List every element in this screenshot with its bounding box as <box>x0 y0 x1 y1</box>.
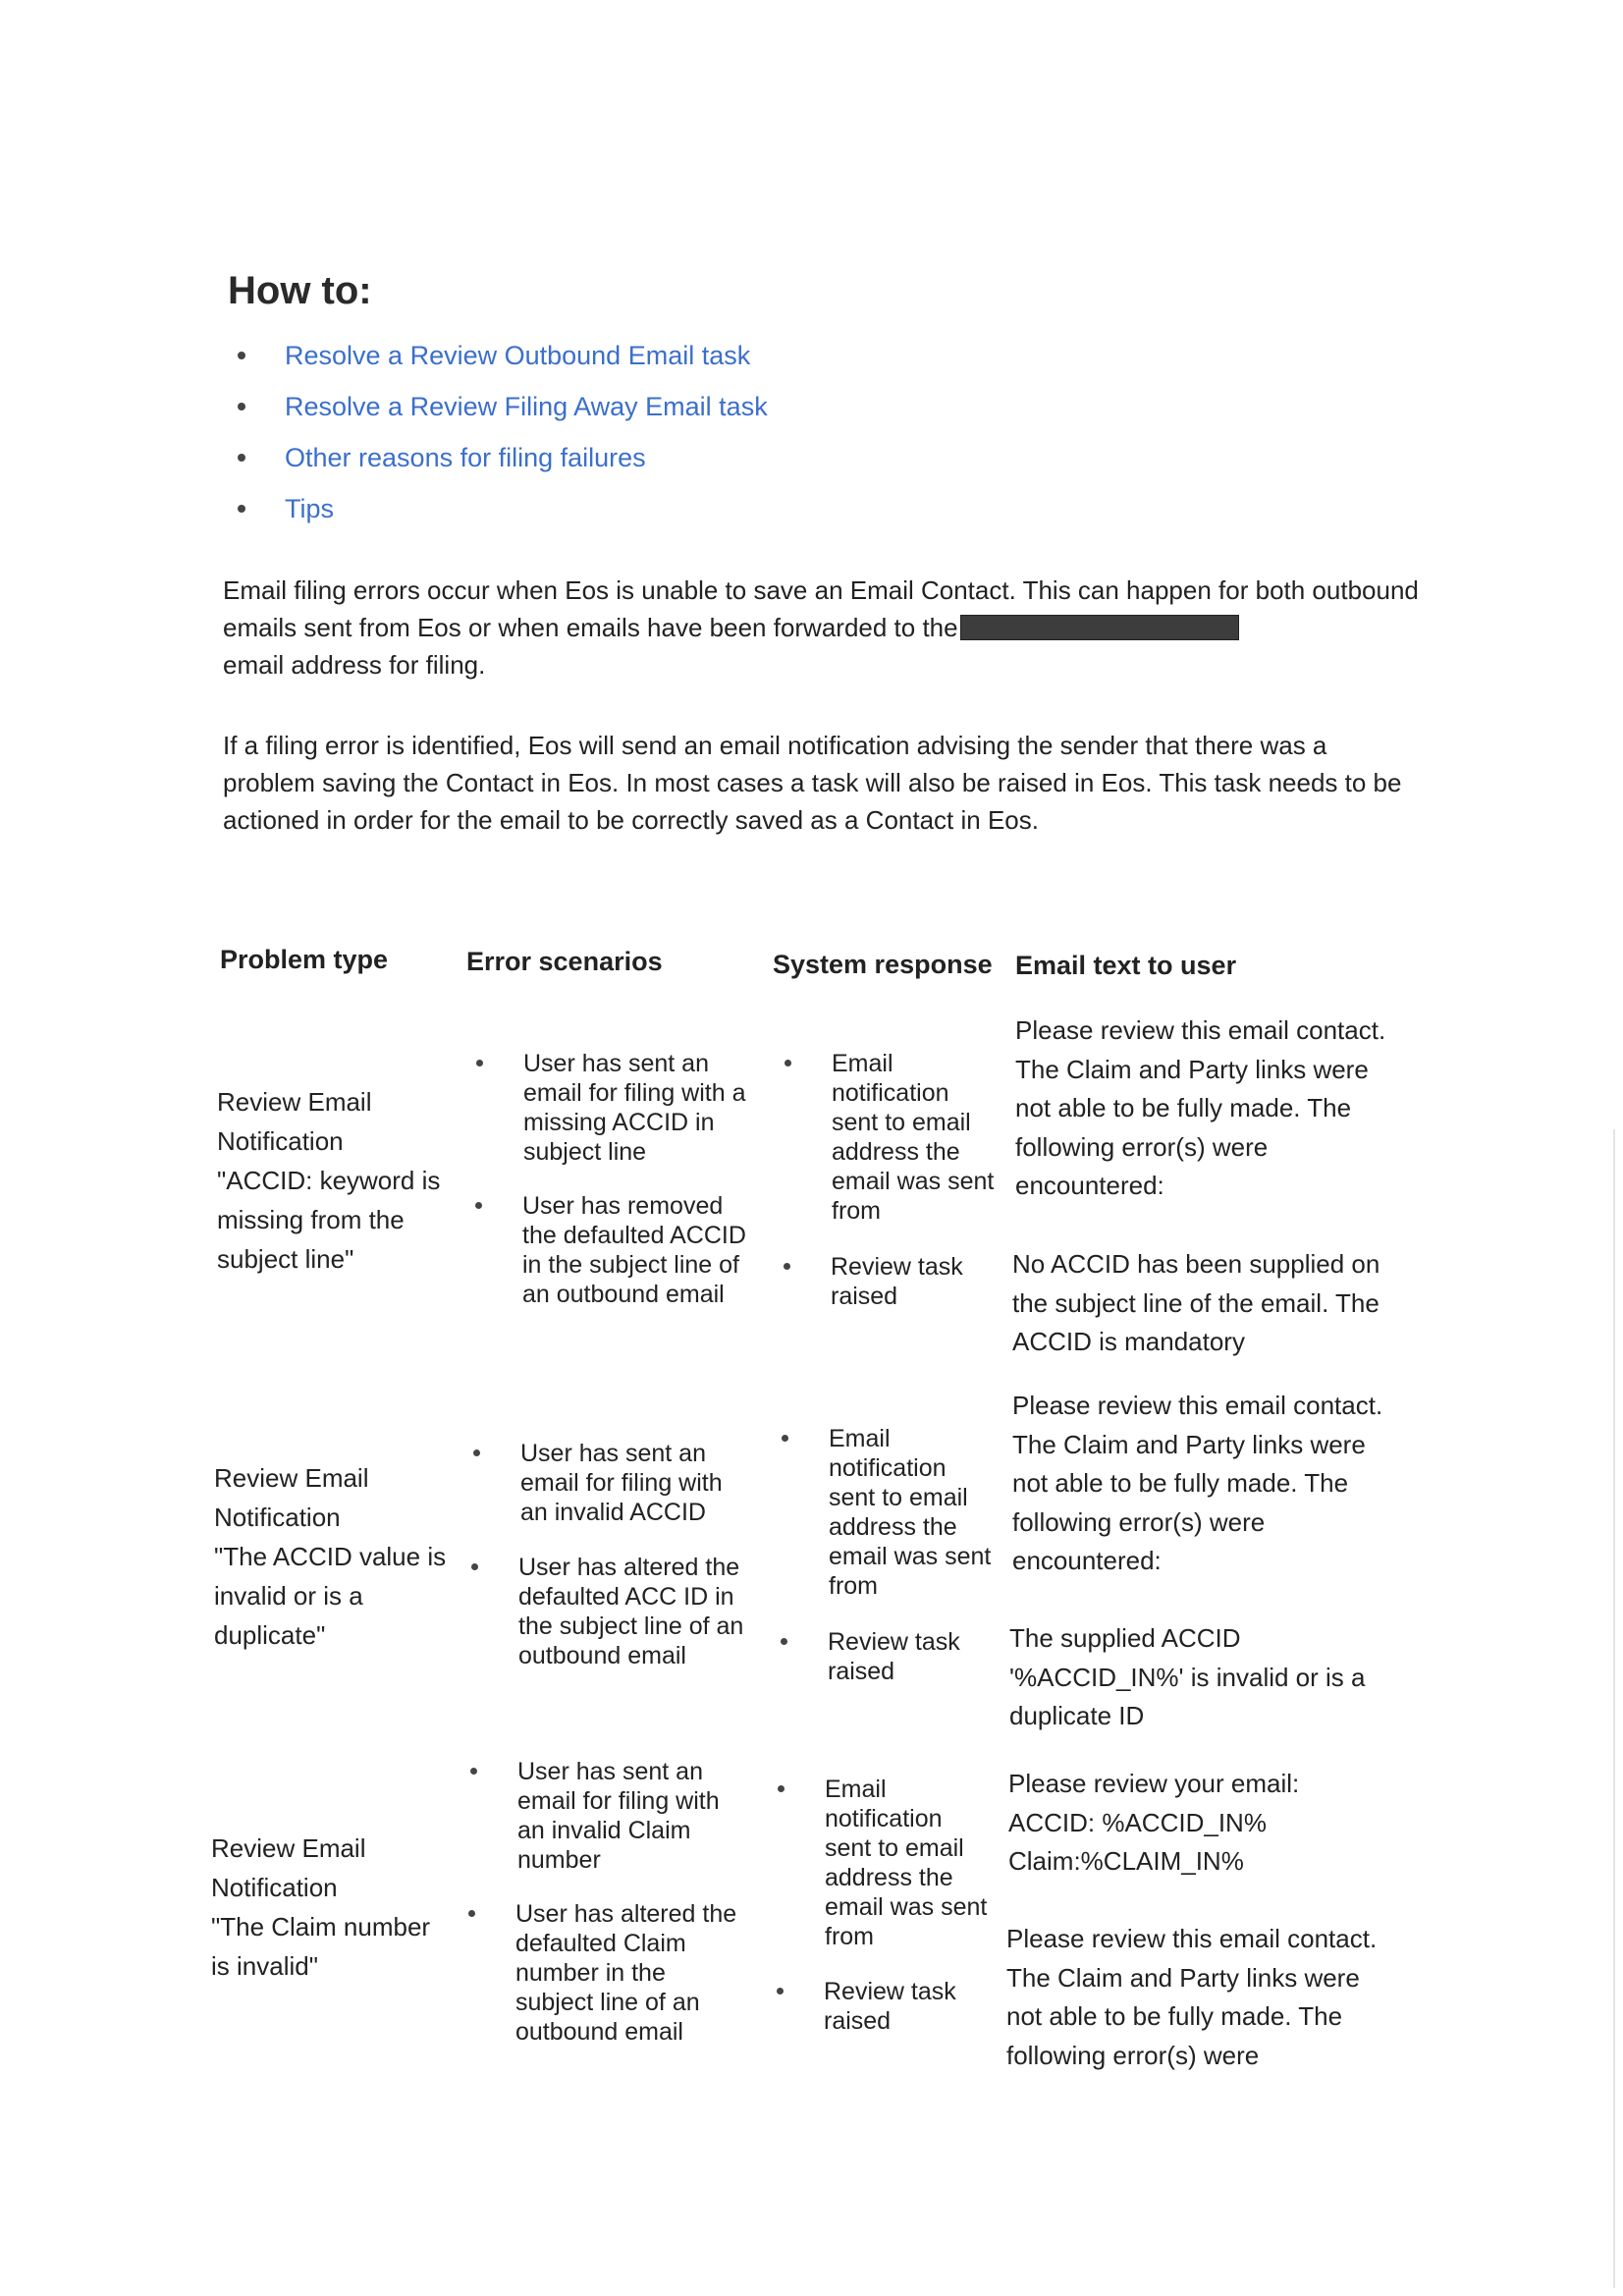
text-line: an invalid Claim <box>517 1817 691 1844</box>
text-line: Please review this email contact. <box>1006 1924 1378 1953</box>
text-line: email for filing with <box>517 1787 720 1815</box>
page-heading: How to: <box>228 269 372 312</box>
problem-type-cell <box>214 1458 446 1655</box>
text-line: sent to email <box>829 1484 968 1511</box>
text-line: User has sent an <box>520 1440 706 1467</box>
text-line: User has sent an <box>517 1758 703 1785</box>
text-line: Notification <box>217 1126 344 1156</box>
text-line: ACCID is mandatory <box>1012 1327 1245 1356</box>
problem-type-cell <box>217 1082 440 1279</box>
error-scenario-item <box>520 1439 776 1527</box>
link-tips[interactable]: Tips <box>285 494 335 523</box>
text-line: address the <box>829 1513 957 1541</box>
text-line: The Claim and Party links were <box>1006 1962 1360 1993</box>
text-line: not able to be fully made. The <box>1006 2001 1343 2031</box>
text-line: encountered: <box>1015 1171 1164 1200</box>
text-line: User has altered the <box>518 1554 740 1581</box>
text-line: email was sent <box>832 1168 995 1195</box>
text-line: from <box>829 1572 878 1600</box>
text-line: the subject line of the email. The <box>1012 1287 1380 1318</box>
bullet-icon <box>777 1988 784 1995</box>
text-line: outbound email <box>518 1642 686 1669</box>
text-line: duplicate" <box>214 1620 326 1650</box>
text-line: not able to be fully made. The <box>1012 1468 1349 1498</box>
text-line: raised <box>828 1658 895 1685</box>
text-line: in the subject line of <box>522 1251 739 1279</box>
text-line: No ACCID has been supplied on <box>1012 1249 1380 1279</box>
bullet-icon <box>468 1910 475 1917</box>
text-line: the defaulted ACCID <box>522 1222 746 1249</box>
table-header-system-response: System response <box>773 950 993 979</box>
text-line: Email <box>825 1776 887 1803</box>
text-line: not able to be fully made. The <box>1015 1093 1352 1122</box>
text-line: ACCID: %ACCID_IN% <box>1008 1807 1267 1837</box>
bullet-icon <box>238 505 245 513</box>
link-other-reasons-filing-failures[interactable]: Other reasons for filing failures <box>285 443 646 472</box>
text-line: from <box>832 1197 881 1225</box>
text-line: from <box>825 1923 874 1950</box>
system-response-item <box>829 1424 1015 1601</box>
link-resolve-outbound-email-task[interactable]: Resolve a Review Outbound Email task <box>285 341 751 370</box>
error-scenario-item <box>523 1049 779 1167</box>
text-line: email for filing with a <box>523 1079 746 1107</box>
text-line: Email <box>829 1425 891 1452</box>
text-line: number <box>517 1846 601 1874</box>
text-line: Please review this email contact. <box>1015 1015 1386 1045</box>
text-line: address the <box>832 1138 960 1166</box>
email-text-block <box>1015 1011 1428 1206</box>
text-line: subject line of an <box>515 1989 700 2016</box>
bullet-icon <box>473 1449 480 1456</box>
text-line: User has removed <box>522 1192 724 1220</box>
intro-paragraph-1 <box>223 572 1421 683</box>
bullet-icon <box>470 1768 477 1775</box>
text-line: following error(s) were <box>1015 1131 1269 1162</box>
bullet-icon <box>475 1202 482 1209</box>
link-resolve-filing-away-email-task[interactable]: Resolve a Review Filing Away Email task <box>285 392 768 421</box>
bullet-icon <box>476 1060 483 1066</box>
text-line: Notification <box>214 1503 341 1532</box>
text-line: notification <box>832 1079 949 1107</box>
text-line: is invalid" <box>211 1951 318 1981</box>
text-line: sent to email <box>832 1109 971 1136</box>
bullet-icon <box>238 403 245 410</box>
text-line: Review Email <box>217 1087 372 1117</box>
redacted-email-address <box>960 615 1239 640</box>
text-line: Review Email <box>211 1833 366 1863</box>
text-line: User has altered the <box>515 1900 737 1928</box>
problem-type-cell <box>211 1829 430 1986</box>
text-line: Review task <box>831 1253 963 1281</box>
intro-paragraph-1-text: Email filing errors occur when Eos is unable to save an Email Contact. This can happen for both outbound emails sent from Eos or when emails have been forwarded to the <box>223 575 1419 642</box>
text-line: Please review your email: <box>1008 1769 1300 1798</box>
text-line: the subject line of an <box>518 1613 744 1640</box>
text-line: Review Email <box>214 1463 369 1493</box>
system-response-item <box>828 1627 1014 1686</box>
email-text-block <box>1012 1387 1425 1581</box>
text-line: encountered: <box>1012 1546 1162 1575</box>
text-line: The Claim and Party links were <box>1015 1054 1369 1084</box>
text-line: "ACCID: keyword is <box>217 1166 441 1195</box>
text-line: notification <box>825 1805 943 1832</box>
text-line: email was sent <box>829 1543 992 1570</box>
email-text-block <box>1006 1920 1419 2075</box>
table-header-problem-type: Problem type <box>220 945 389 974</box>
text-line: raised <box>824 2007 892 2035</box>
text-line: sent to email <box>825 1834 964 1862</box>
text-line: The supplied ACCID <box>1009 1623 1241 1653</box>
table-header-email-text: Email text to user <box>1015 951 1237 980</box>
text-line: invalid or is a <box>214 1581 363 1611</box>
bullet-icon <box>781 1638 787 1645</box>
text-line: an outbound email <box>522 1281 725 1308</box>
bullet-icon <box>782 1435 788 1442</box>
bullet-icon <box>238 352 245 359</box>
system-response-item <box>831 1252 1017 1311</box>
text-line: Notification <box>211 1873 338 1902</box>
bullet-icon <box>784 1263 790 1270</box>
text-line: The Claim and Party links were <box>1012 1429 1366 1459</box>
text-line: outbound email <box>515 2018 683 2046</box>
text-line: notification <box>829 1454 947 1482</box>
error-scenario-item <box>517 1757 773 1875</box>
email-text-block <box>1009 1619 1422 1736</box>
text-line: missing from the <box>217 1205 405 1234</box>
text-line: email for filing with <box>520 1469 723 1497</box>
text-line: Review task <box>828 1628 960 1656</box>
email-text-block <box>1012 1245 1425 1362</box>
text-line: subject line <box>523 1138 647 1166</box>
bullet-icon <box>778 1785 784 1792</box>
text-line: number in the <box>515 1959 666 1987</box>
text-line: Review task <box>824 1978 956 2005</box>
text-line: following error(s) were <box>1012 1506 1266 1537</box>
error-scenario-item <box>515 1899 771 2047</box>
text-line: "The ACCID value is <box>214 1542 447 1571</box>
system-response-item <box>824 1977 1010 2036</box>
text-line: User has sent an <box>523 1050 709 1077</box>
bullet-icon <box>784 1060 791 1066</box>
bullet-icon <box>471 1563 478 1570</box>
text-line: email was sent <box>825 1893 988 1921</box>
text-line: defaulted ACC ID in <box>518 1583 734 1611</box>
text-line: following error(s) were <box>1006 2040 1260 2070</box>
text-line: Email <box>832 1050 893 1077</box>
intro-paragraph-2: If a filing error is identified, Eos will send an email notification advising the sender that there was a problem saving the Contact in Eos. In most cases a task will also be raised in Eos. This task needs to be actioned in order for the email to be correctly saved as a Contact in Eos. <box>223 731 1402 835</box>
email-text-block <box>1008 1765 1421 1882</box>
system-response-item <box>832 1049 1018 1226</box>
text-line: "The Claim number <box>211 1912 431 1941</box>
text-line: address the <box>825 1864 953 1891</box>
text-line: Claim:%CLAIM_IN% <box>1008 1846 1244 1876</box>
text-line: '%ACCID_IN%' is invalid or is a <box>1009 1662 1366 1692</box>
text-line: Please review this email contact. <box>1012 1391 1383 1420</box>
error-scenario-item <box>518 1553 774 1670</box>
text-line: subject line" <box>217 1244 354 1274</box>
system-response-item <box>825 1775 1011 1951</box>
scan-edge-line <box>1613 1129 1615 2288</box>
bullet-icon <box>238 454 245 462</box>
text-line: an invalid ACCID <box>520 1499 706 1526</box>
text-line: missing ACCID in <box>523 1109 715 1136</box>
table-header-error-scenarios: Error scenarios <box>466 947 663 976</box>
error-scenario-item <box>522 1191 778 1309</box>
text-line: duplicate ID <box>1009 1701 1145 1730</box>
intro-paragraph-1-end: email address for filing. <box>223 650 486 680</box>
text-line: defaulted Claim <box>515 1930 686 1957</box>
text-line: raised <box>831 1283 898 1310</box>
